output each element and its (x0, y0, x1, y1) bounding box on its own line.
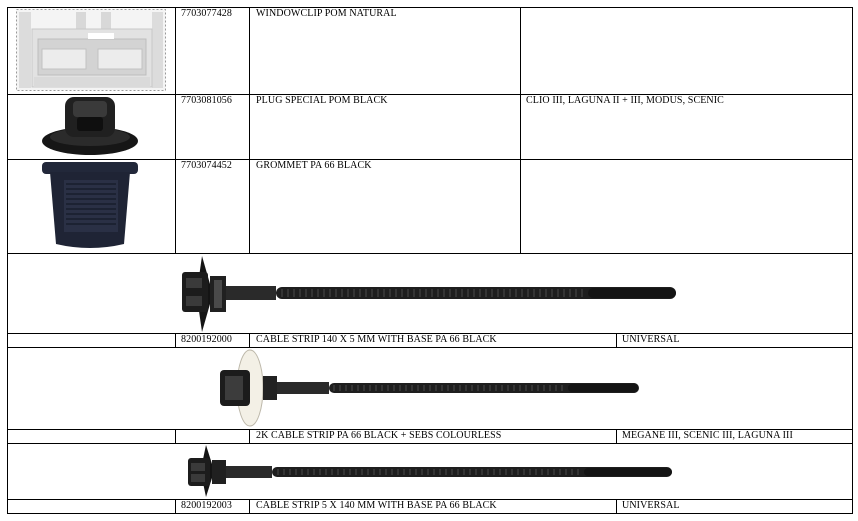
part-description: WINDOWCLIP POM NATURAL (256, 8, 397, 19)
part-number: 8200192003 (181, 500, 232, 511)
part-number: 8200192000 (181, 334, 232, 345)
part-description: PLUG SPECIAL POM BLACK (256, 95, 388, 106)
grommet-image (40, 160, 140, 252)
part-description: CABLE STRIP 140 X 5 MM WITH BASE PA 66 BLACK (256, 334, 497, 345)
part-description: 2K CABLE STRIP PA 66 BLACK + SEBS COLOURLESS (256, 430, 502, 441)
part-application: UNIVERSAL (622, 500, 680, 511)
part-number: 7703074452 (181, 160, 232, 171)
part-application: MEGANE III, SCENIC III, LAGUNA III (622, 430, 793, 441)
part-description: GROMMET PA 66 BLACK (256, 160, 372, 171)
cable-strip-2k-image (218, 348, 642, 428)
window-clip-image (16, 9, 166, 91)
cable-strip-image (176, 254, 682, 332)
part-description: CABLE STRIP 5 X 140 MM WITH BASE PA 66 BLACK (256, 500, 497, 511)
cable-strip-image (182, 444, 676, 498)
part-application: UNIVERSAL (622, 334, 680, 345)
plug-image (40, 95, 140, 159)
part-number: 7703081056 (181, 95, 232, 106)
part-application: CLIO III, LAGUNA II + III, MODUS, SCENIC (526, 95, 724, 106)
part-number: 7703077428 (181, 8, 232, 19)
